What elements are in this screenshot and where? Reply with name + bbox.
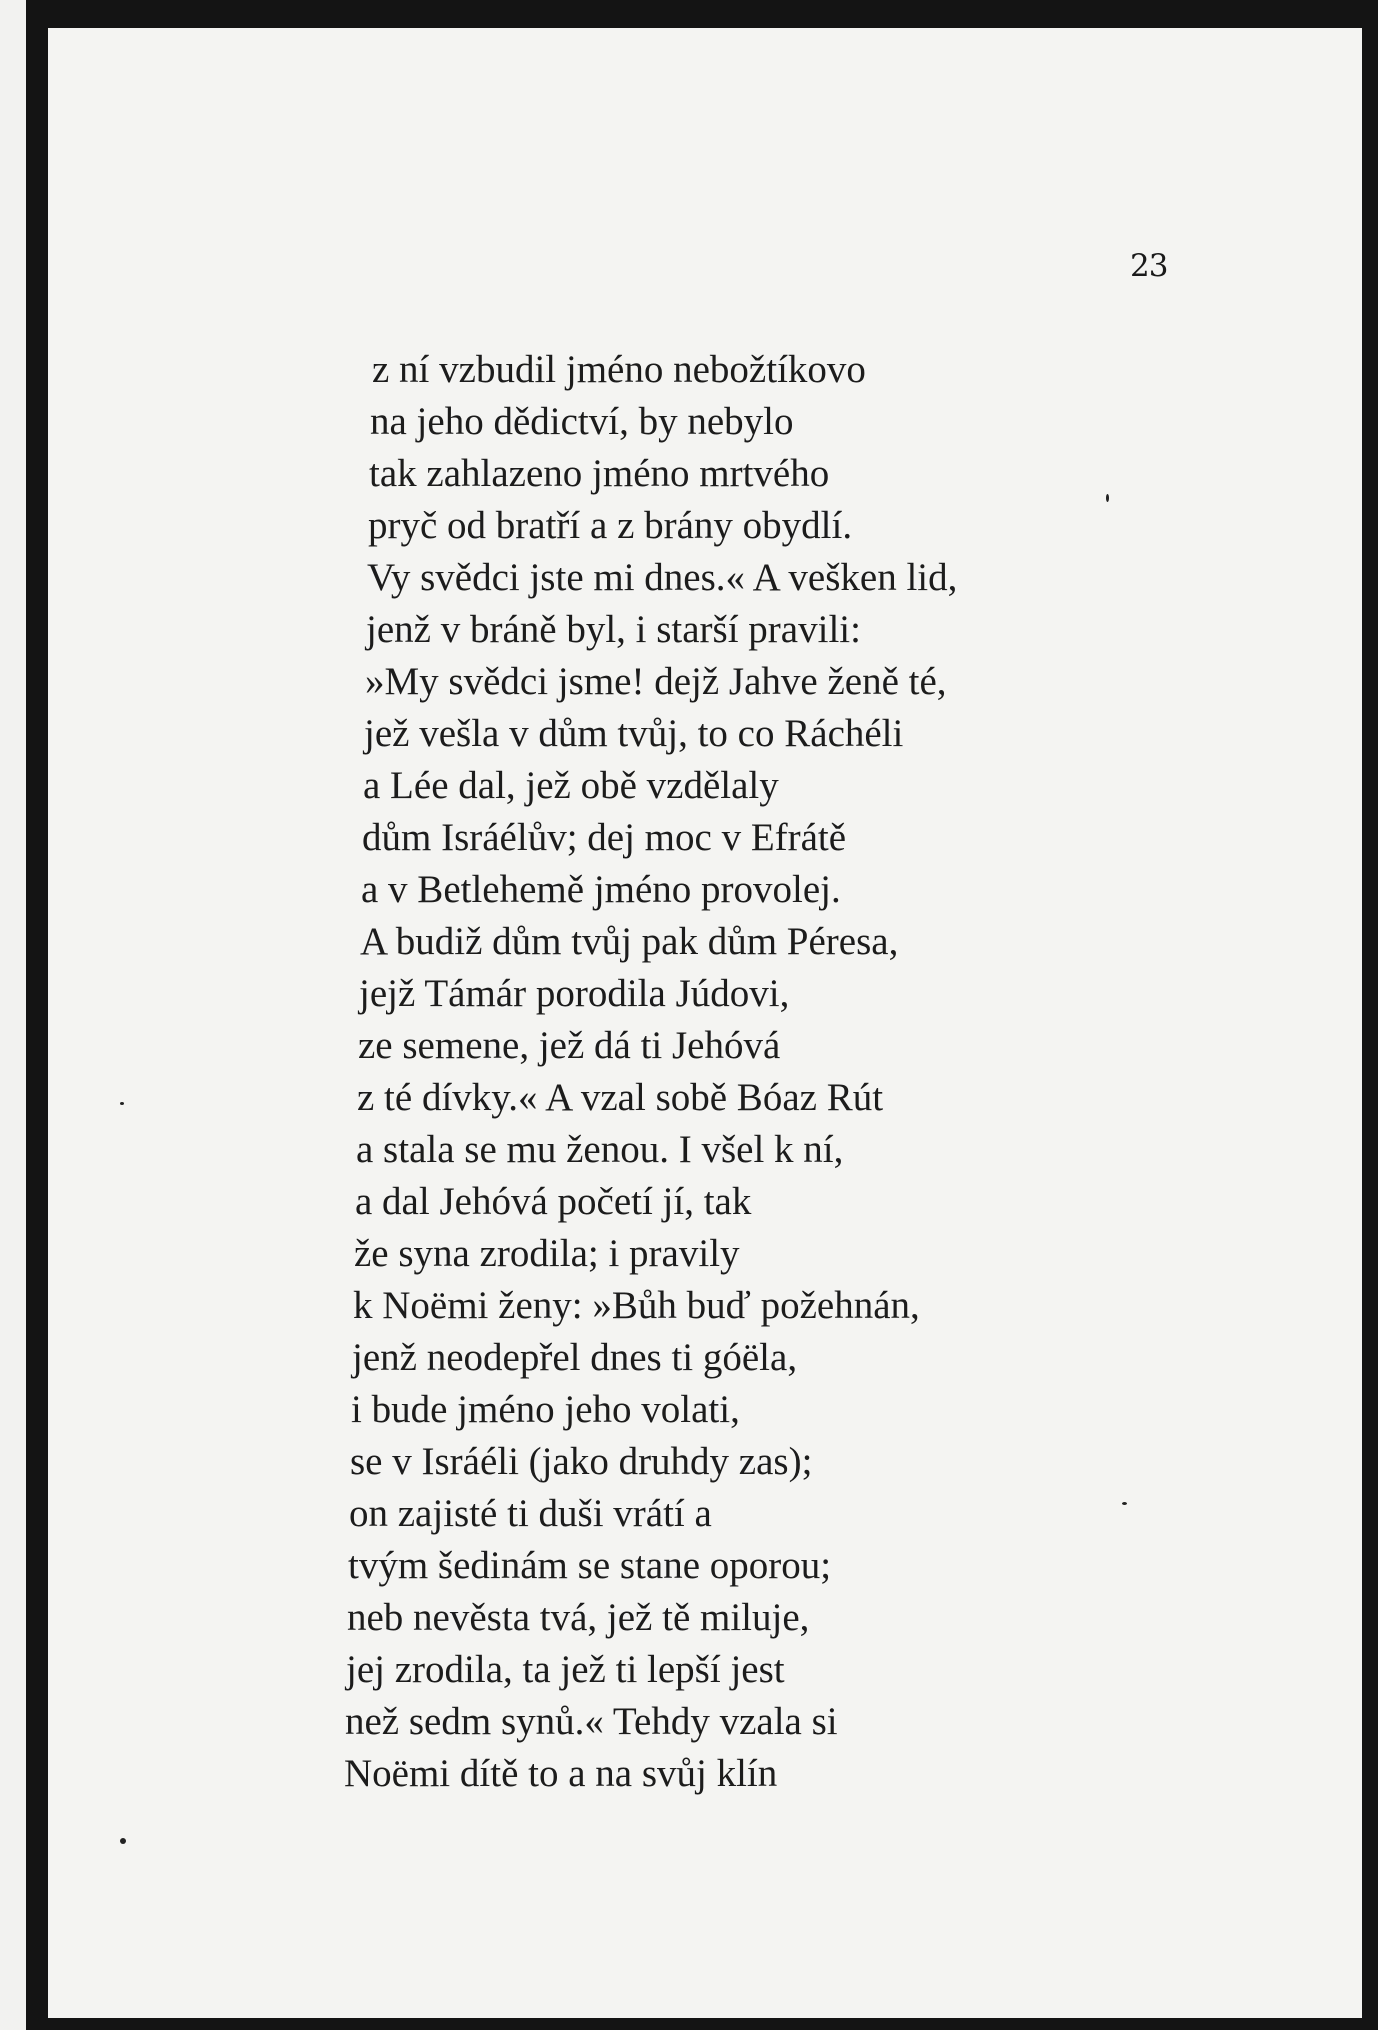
- dust-speck: [120, 1838, 126, 1844]
- text-line: Vy svědci jste mi dnes.« A vešken lid,: [367, 556, 958, 599]
- text-line: než sedm synů.« Tehdy vzala si: [345, 1700, 838, 1743]
- text-line: dům Isráélův; dej moc v Efrátě: [362, 816, 847, 859]
- text-line: neb nevěsta tvá, jež tě miluje,: [347, 1596, 810, 1639]
- dust-speck: [120, 1102, 124, 1105]
- adjacent-page-edge: [0, 0, 26, 2030]
- dust-speck: [1122, 1502, 1127, 1505]
- text-line: jejž Támár porodila Júdovi,: [359, 972, 790, 1015]
- text-line: tvým šedinám se stane oporou;: [348, 1544, 832, 1587]
- text-line: z té dívky.« A vzal sobě Bóaz Rút: [357, 1076, 884, 1119]
- text-line: na jeho dědictví, by nebylo: [370, 400, 794, 443]
- text-line: z ní vzbudil jméno nebožtíkovo: [372, 348, 866, 391]
- text-line: jenž neodepřel dnes ti góëla,: [352, 1336, 798, 1379]
- book-page: [48, 28, 1362, 2018]
- text-line: pryč od bratří a z brány obydlí.: [368, 504, 853, 547]
- text-line: a Lée dal, jež obě vzdělaly: [363, 764, 779, 807]
- text-line: a stala se mu ženou. I všel k ní,: [356, 1128, 844, 1171]
- text-line: že syna zrodila; i pravily: [354, 1232, 740, 1275]
- dust-speck: [1106, 494, 1109, 502]
- text-line: se v Isráéli (jako druhdy zas);: [350, 1440, 813, 1483]
- text-line: ze semene, jež dá ti Jehóvá: [358, 1024, 781, 1067]
- text-line: a dal Jehóvá početí jí, tak: [355, 1180, 752, 1223]
- text-line: Noëmi dítě to a na svůj klín: [344, 1752, 778, 1795]
- text-line: jenž v bráně byl, i starší pravili:: [366, 608, 861, 651]
- text-line: jej zrodila, ta jež ti lepší jest: [346, 1648, 785, 1691]
- text-line: k Noëmi ženy: »Bůh buď požehnán,: [353, 1284, 920, 1327]
- text-line: tak zahlazeno jméno mrtvého: [369, 452, 830, 495]
- text-line: on zajisté ti duši vrátí a: [349, 1492, 712, 1535]
- text-line: »My svědci jsme! dejž Jahve ženě té,: [365, 660, 947, 703]
- text-line: a v Betlehemě jméno provolej.: [361, 868, 841, 911]
- text-line: i bude jméno jeho volati,: [351, 1388, 740, 1431]
- text-line: jež vešla v dům tvůj, to co Ráchéli: [364, 712, 904, 755]
- page-number: 23: [1130, 248, 1168, 284]
- poem-text: [344, 344, 1244, 1800]
- text-line: A budiž dům tvůj pak dům Péresa,: [360, 920, 899, 963]
